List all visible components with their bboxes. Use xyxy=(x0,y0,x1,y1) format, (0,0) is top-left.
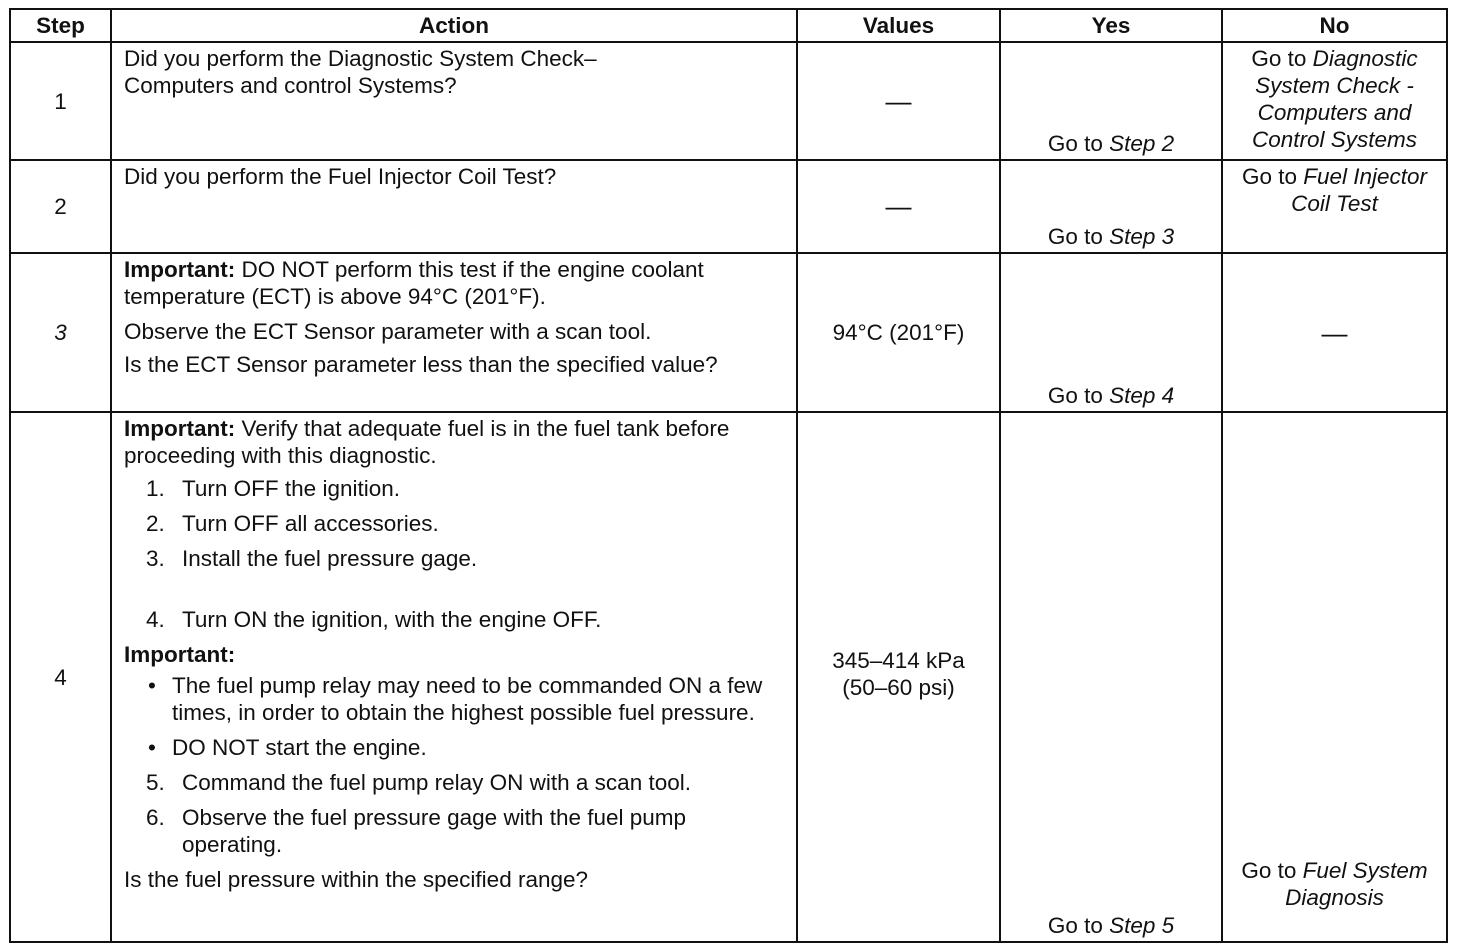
bullet-text: The fuel pump relay may need to be commanded ON a few times, in order to obtain the highest possible fuel pressure. xyxy=(172,673,763,725)
important-note xyxy=(124,256,786,310)
header-row xyxy=(10,9,1447,42)
value-cell: — xyxy=(797,160,1000,253)
step-text: Observe the fuel pressure gage with the fuel pump operating. xyxy=(182,805,687,857)
no-cell[interactable] xyxy=(1222,160,1447,253)
table-row xyxy=(10,253,1447,412)
no-cell[interactable] xyxy=(1222,42,1447,160)
action-line: Did you perform the Fuel Injector Coil Test? xyxy=(124,164,557,189)
yes-cell[interactable] xyxy=(1000,253,1222,412)
action-line: Observe the ECT Sensor parameter with a scan tool. xyxy=(124,319,652,344)
important-text: DO NOT perform this test if the engine coolant temperature (ECT) is above 94°C (201°F). xyxy=(124,257,704,309)
header-action: Action xyxy=(111,9,797,42)
important-label: Important: xyxy=(124,257,236,282)
header-values: Values xyxy=(797,9,1000,42)
action-question: Is the ECT Sensor parameter less than the specified value? xyxy=(124,352,718,377)
procedure-steps xyxy=(124,769,786,858)
goto-prefix: Go to xyxy=(1047,913,1110,938)
no-cell: — xyxy=(1222,253,1447,412)
step-text: Command the fuel pump relay ON with a scan tool. xyxy=(182,770,691,795)
step-text: Turn OFF all accessories. xyxy=(182,511,439,536)
action-cell xyxy=(111,253,797,412)
value-cell xyxy=(797,412,1000,942)
important-label: Important: xyxy=(124,416,236,441)
value-cell: 94°C (201°F) xyxy=(797,253,1000,412)
goto-link[interactable]: Step 2 xyxy=(1109,131,1175,156)
step-index: 6. xyxy=(146,805,165,830)
goto-link[interactable]: Step 4 xyxy=(1109,383,1175,408)
step-number: 4 xyxy=(10,412,111,942)
goto-link[interactable]: Diagnostic System Check - Computers and Control Systems xyxy=(1251,46,1418,152)
step-number: 2 xyxy=(10,160,111,253)
no-cell[interactable] xyxy=(1222,412,1447,942)
step-number: 1 xyxy=(10,42,111,160)
procedure-steps xyxy=(124,475,786,572)
table-row xyxy=(10,160,1447,253)
value-line: 345–414 kPa xyxy=(832,648,965,673)
step-number: 3 xyxy=(10,253,111,412)
procedure-steps xyxy=(124,606,786,633)
goto-prefix: Go to xyxy=(1241,164,1304,189)
list-item xyxy=(124,475,786,502)
list-item xyxy=(124,606,786,633)
list-item xyxy=(124,672,786,726)
action-cell xyxy=(111,42,797,160)
list-item xyxy=(124,734,786,761)
header-step: Step xyxy=(10,9,111,42)
bullet-text: DO NOT start the engine. xyxy=(172,735,427,760)
goto-prefix: Go to xyxy=(1047,383,1110,408)
table-row xyxy=(10,42,1447,160)
diagnostic-table xyxy=(9,8,1448,943)
goto-prefix: Go to xyxy=(1251,46,1313,71)
step-index: 3. xyxy=(146,546,165,571)
action-cell xyxy=(111,160,797,253)
action-line: Did you perform the Diagnostic System Check– xyxy=(124,46,597,71)
step-text: Turn OFF the ignition. xyxy=(182,476,401,501)
header-yes: Yes xyxy=(1000,9,1222,42)
value-line: (50–60 psi) xyxy=(842,675,955,700)
value-cell: — xyxy=(797,42,1000,160)
bullet-icon: • xyxy=(148,735,156,760)
list-item xyxy=(124,769,786,796)
action-line: Computers and control Systems? xyxy=(124,73,457,98)
step-index: 2. xyxy=(146,511,165,536)
yes-cell[interactable] xyxy=(1000,412,1222,942)
yes-cell[interactable] xyxy=(1000,160,1222,253)
goto-link[interactable]: Step 3 xyxy=(1109,224,1175,249)
goto-prefix: Go to xyxy=(1241,858,1303,883)
step-index: 5. xyxy=(146,770,165,795)
step-text: Install the fuel pressure gage. xyxy=(182,546,478,571)
important-note xyxy=(124,415,786,469)
header-no: No xyxy=(1222,9,1447,42)
goto-link[interactable]: Step 5 xyxy=(1109,913,1175,938)
list-item xyxy=(124,804,786,858)
goto-prefix: Go to xyxy=(1047,131,1110,156)
step-text: Turn ON the ignition, with the engine OFF. xyxy=(182,607,602,632)
important-label: Important: xyxy=(124,642,236,667)
list-item xyxy=(124,510,786,537)
goto-link[interactable]: Fuel System Diagnosis xyxy=(1285,858,1428,910)
step-index: 1. xyxy=(146,476,165,501)
list-item xyxy=(124,545,786,572)
goto-link[interactable]: Fuel Injector Coil Test xyxy=(1291,164,1428,216)
bullet-icon: • xyxy=(148,673,156,698)
table-row xyxy=(10,412,1447,942)
important-bullets xyxy=(124,672,786,761)
yes-cell[interactable] xyxy=(1000,42,1222,160)
goto-prefix: Go to xyxy=(1047,224,1110,249)
action-question: Is the fuel pressure within the specified range? xyxy=(124,867,589,892)
step-index: 4. xyxy=(146,607,165,632)
important-text: Verify that adequate fuel is in the fuel tank before proceeding with this diagnostic. xyxy=(124,416,730,468)
important-note xyxy=(124,641,786,668)
action-cell xyxy=(111,412,797,942)
